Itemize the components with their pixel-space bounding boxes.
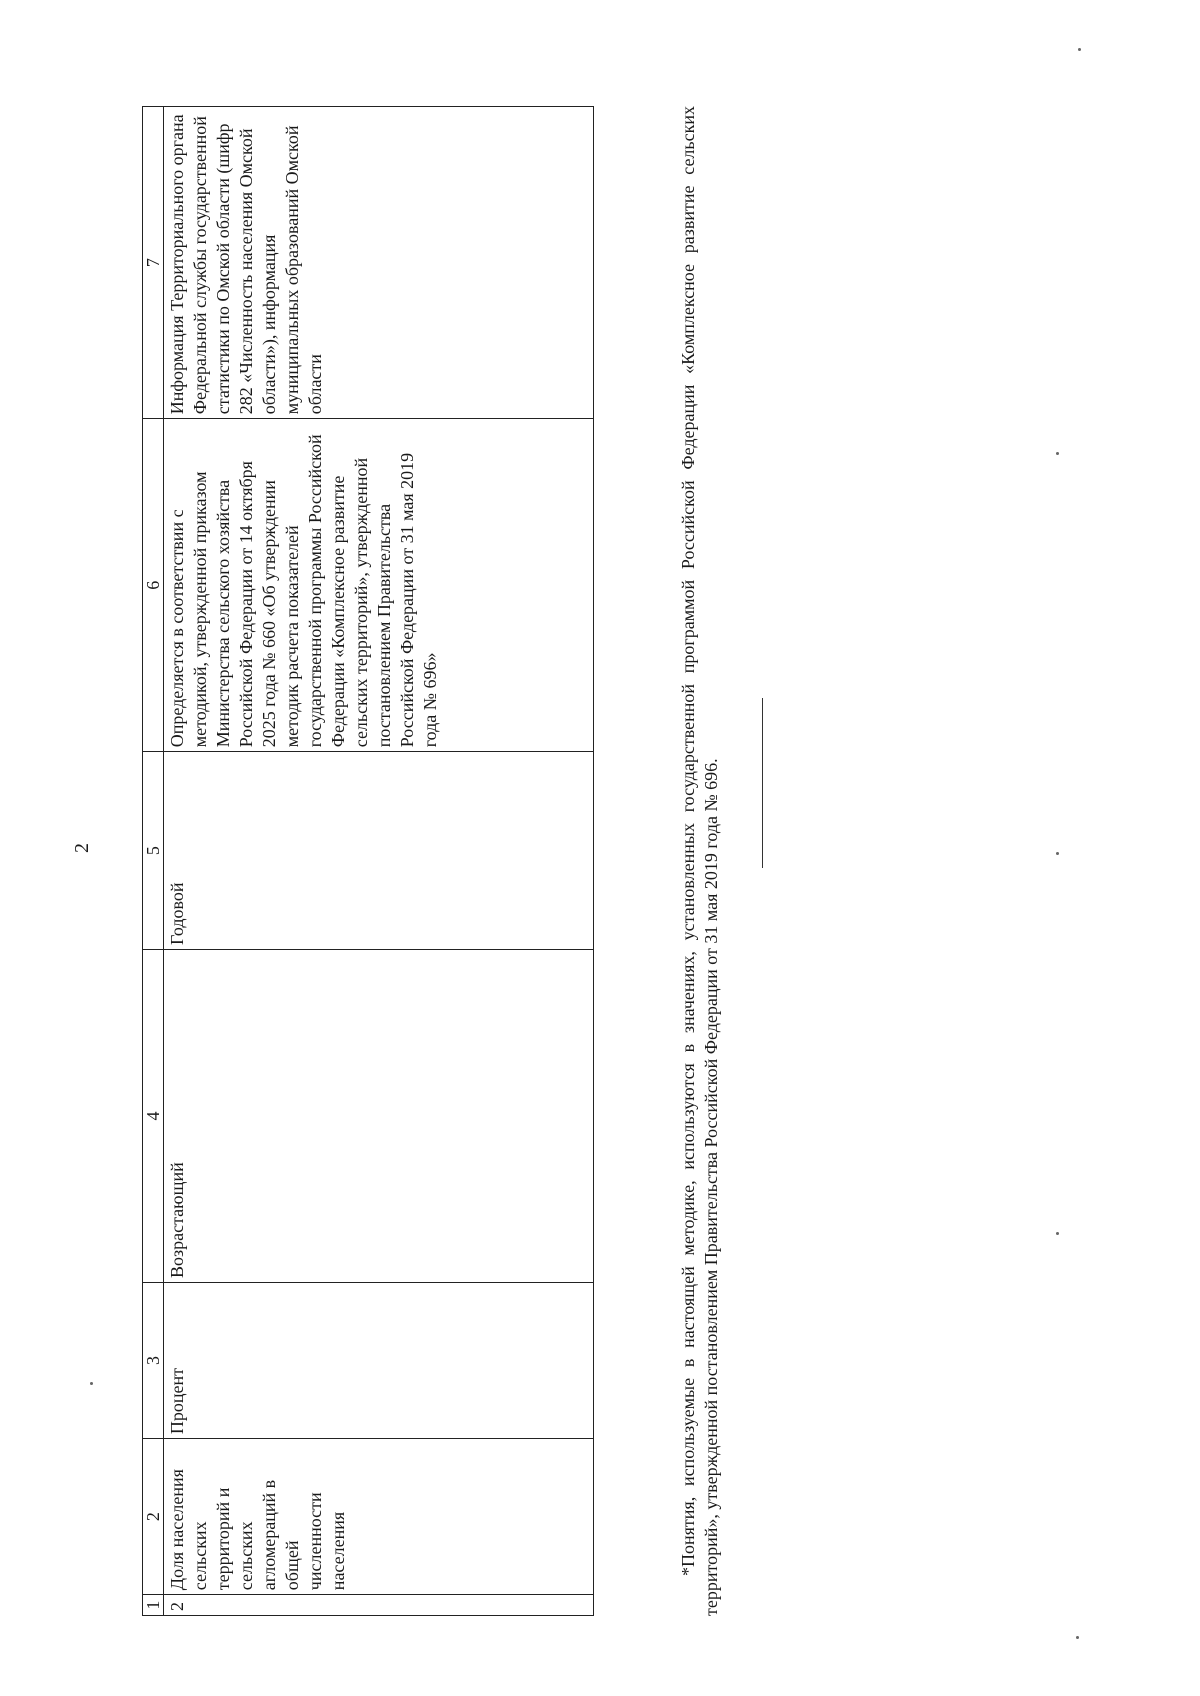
scan-speck	[1056, 452, 1059, 455]
cell-unit: Процент	[164, 1283, 594, 1439]
cell-method: Определяется в соответствии с методикой, утвержденной приказом Министерства сельского хозяйства Российской Федерации от 14 октября 2025 года № 660 «Об утверждении методик расчета показателей государственной программы Российской Федерации «Комплексное развитие сельских территорий», утвержденной постановлением Правительства Российской Федерации от 31 мая 2019 года № 696»	[164, 419, 594, 752]
header-col-5: 5	[143, 752, 164, 950]
separator-line	[762, 698, 763, 868]
table-header-row	[143, 107, 164, 1616]
header-col-3: 3	[143, 1283, 164, 1439]
footnote	[677, 106, 723, 1616]
scan-speck	[1056, 1232, 1059, 1235]
table-row	[164, 107, 594, 1616]
header-col-6: 6	[143, 419, 164, 752]
header-col-7: 7	[143, 107, 164, 419]
scan-speck	[1056, 852, 1059, 855]
cell-trend: Возрастающий	[164, 949, 594, 1282]
header-col-2: 2	[143, 1439, 164, 1595]
page-number: 2	[71, 843, 93, 853]
cell-source: Информация Территориального органа Федеральной службы государственной статистики по Омской области (шифр 282 «Численность населения Омской области»), информация муниципальных образований Омской области	[164, 107, 594, 419]
scan-speck	[1076, 1636, 1079, 1639]
footnote-text: *Понятия, используемые в настоящей методике, используются в значениях, установленных государственной программой Российской Федерации «Комплексное развитие сельских территорий», утвержденной постановлением Правительства Российской Федерации от 31 мая 2019 года № 696.	[678, 106, 721, 1616]
cell-indicator-name: Доля населения сельских территорий и сельских агломераций в общей численности населения	[164, 1439, 594, 1595]
header-col-1: 1	[143, 1595, 164, 1616]
landscape-content	[142, 106, 742, 1616]
scan-speck	[1078, 48, 1081, 51]
cell-row-number: 2	[164, 1595, 594, 1616]
indicator-table	[142, 106, 594, 1616]
header-col-4: 4	[143, 949, 164, 1282]
scan-speck	[90, 1382, 93, 1385]
cell-periodicity: Годовой	[164, 752, 594, 950]
